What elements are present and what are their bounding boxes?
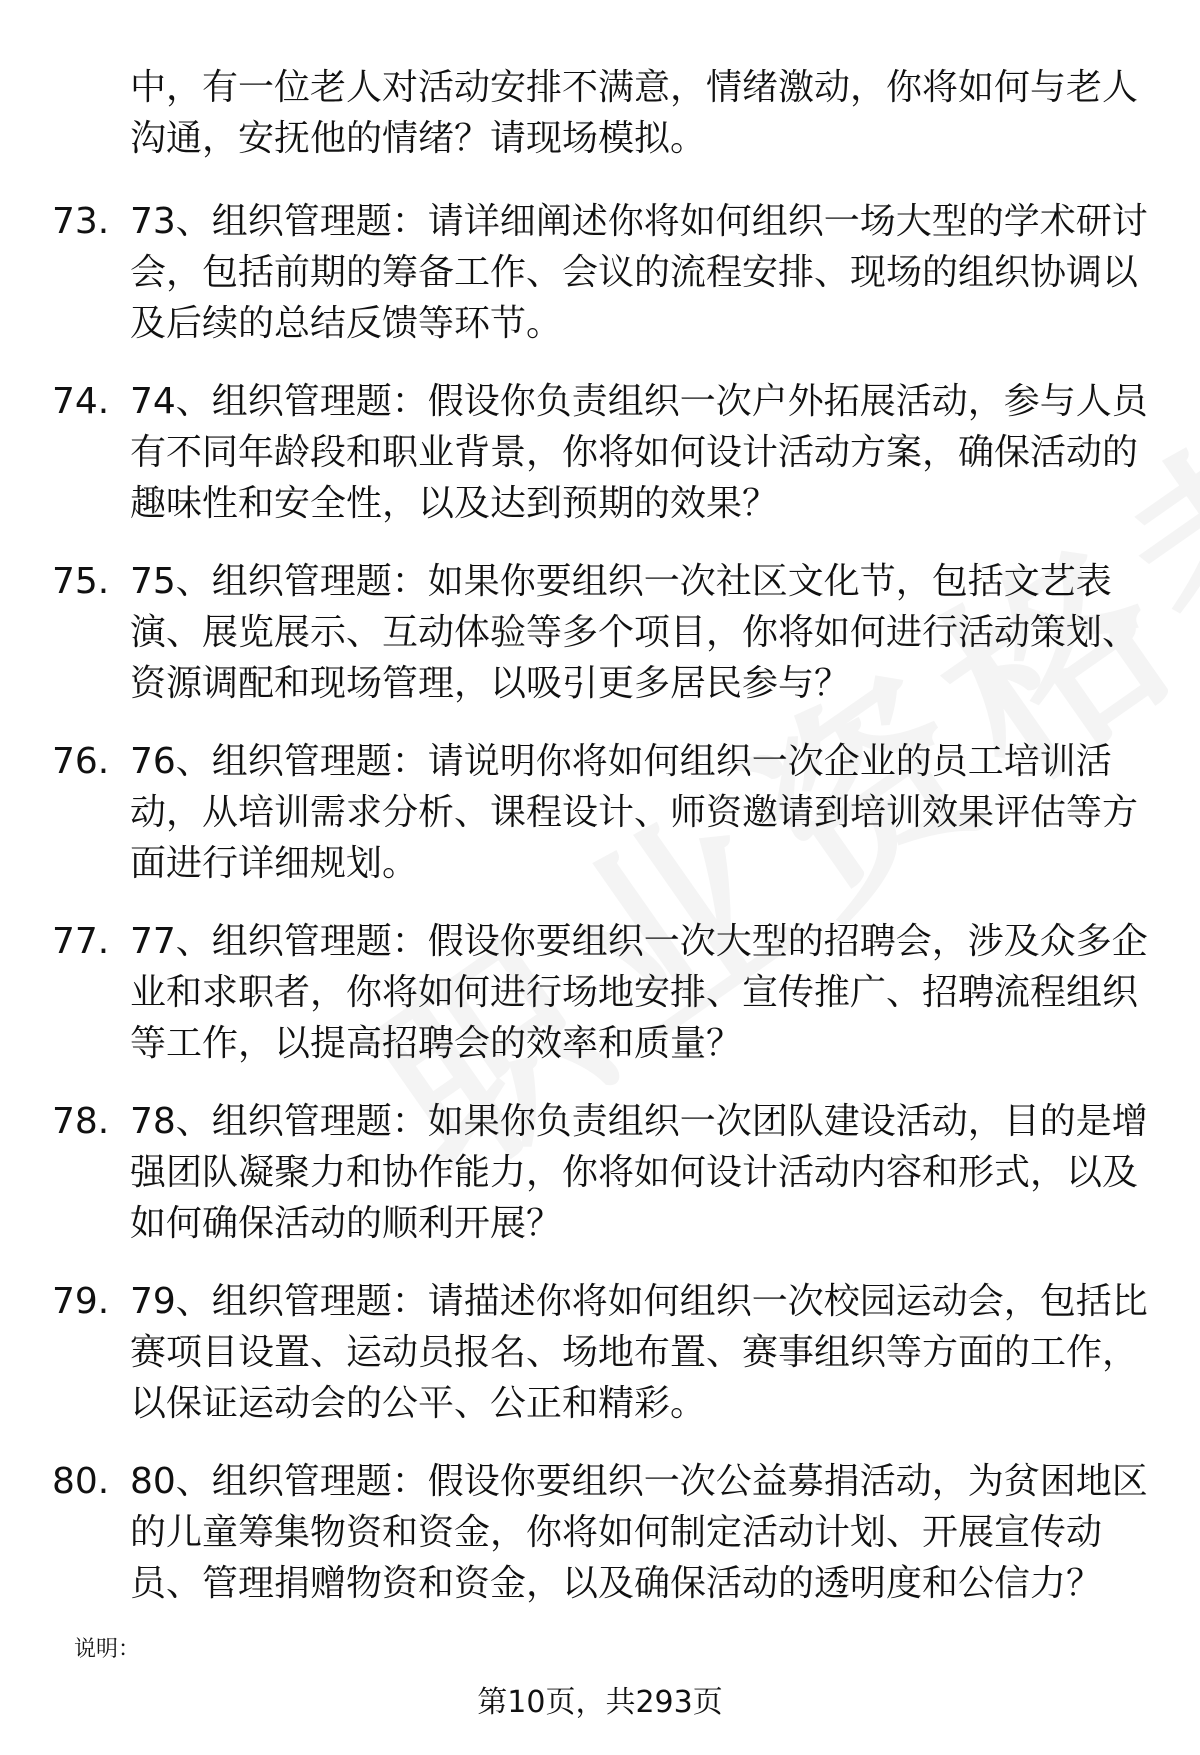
question-number: 78. [52, 1101, 110, 1142]
question-number: 75. [52, 561, 110, 602]
question-number: 76. [52, 741, 110, 782]
question-text: 76、组织管理题：请说明你将如何组织一次企业的员工培训活动，从培训需求分析、课程设计、师资邀请到培训效果评估等方面进行详细规划。 [130, 741, 1139, 884]
question-item [0, 916, 1200, 1096]
page-footer: 第10页，共293页 [477, 1685, 723, 1720]
question-number: 80. [52, 1461, 110, 1502]
question-item [0, 1096, 1200, 1276]
question-item [0, 376, 1200, 556]
question-list [0, 196, 1200, 1636]
question-item [0, 736, 1200, 916]
question-number: 77. [52, 921, 110, 962]
question-text: 74、组织管理题：假设你负责组织一次户外拓展活动，参与人员有不同年龄段和职业背景，你将如何设计活动方案，确保活动的趣味性和安全性，以及达到预期的效果？ [130, 381, 1148, 524]
question-item [0, 196, 1200, 376]
question-text: 73、组织管理题：请详细阐述你将如何组织一场大型的学术研讨会，包括前期的筹备工作、会议的流程安排、现场的组织协调以及后续的总结反馈等环节。 [130, 201, 1148, 344]
question-item [0, 556, 1200, 736]
question-text: 75、组织管理题：如果你要组织一次社区文化节，包括文艺表演、展览展示、互动体验等多个项目，你将如何进行活动策划、资源调配和现场管理，以吸引更多居民参与？ [130, 561, 1139, 704]
question-number: 79. [52, 1281, 110, 1322]
question-text: 80、组织管理题：假设你要组织一次公益募捐活动，为贫困地区的儿童筹集物资和资金，你将如何制定活动计划、开展宣传动员、管理捐赠物资和资金，以及确保活动的透明度和公信力？ [130, 1461, 1148, 1604]
question-text: 77、组织管理题：假设你要组织一次大型的招聘会，涉及众多企业和求职者，你将如何进行场地安排、宣传推广、招聘流程组织等工作，以提高招聘会的效率和质量？ [130, 921, 1148, 1064]
continued-question-text: 中，有一位老人对活动安排不满意，情绪激动，你将如何与老人沟通，安抚他的情绪？请现场模拟。 [130, 67, 1139, 159]
question-number: 73. [52, 201, 110, 242]
question-item [0, 1276, 1200, 1456]
note-label: 说明： [74, 1637, 141, 1662]
question-text: 78、组织管理题：如果你负责组织一次团队建设活动，目的是增强团队凝聚力和协作能力，你将如何设计活动内容和形式，以及如何确保活动的顺利开展？ [130, 1101, 1148, 1244]
question-text: 79、组织管理题：请描述你将如何组织一次校园运动会，包括比赛项目设置、运动员报名、场地布置、赛事组织等方面的工作，以保证运动会的公平、公正和精彩。 [130, 1281, 1148, 1424]
question-number: 74. [52, 381, 110, 422]
question-item [0, 1456, 1200, 1636]
